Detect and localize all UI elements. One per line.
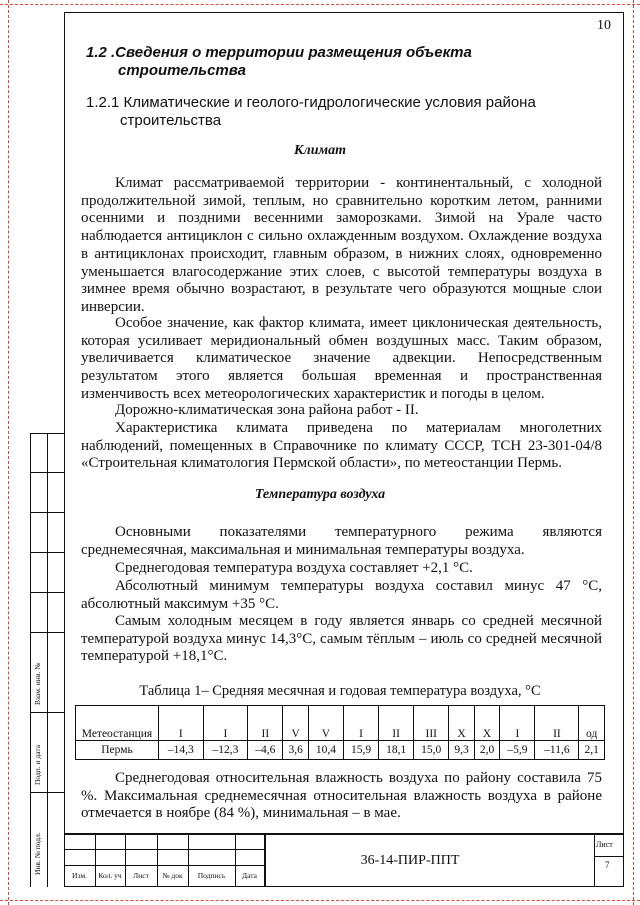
cut-line-right (633, 0, 634, 905)
table-cell: 15,0 (414, 741, 449, 760)
tb-col-doc: № док (162, 871, 183, 880)
table-cell: –12,3 (203, 741, 248, 760)
table-cell: 2,0 (474, 741, 500, 760)
table-cell: 3,6 (283, 741, 309, 760)
tb-col-sheet: Лист (133, 871, 149, 880)
table-header-row (76, 706, 605, 741)
temperature-table (75, 705, 605, 760)
page-number: 10 (597, 18, 611, 33)
table-header-month: I (344, 706, 379, 741)
sheet-number: 7 (605, 860, 610, 870)
table-header-month: I (500, 706, 535, 741)
section-title-line2: строительства (118, 62, 246, 79)
humidity-paragraph: Среднегодовая относительная влажность воздуха по району составила 75 %. Максимальная среднемесячная относительная влажность воздуха в районе отмечается в ноябре (84 %), минимальная – в мае. (81, 770, 602, 822)
table-caption: Таблица 1– Средняя месячная и годовая температура воздуха, °C (139, 683, 541, 699)
climate-paragraph-4: Характеристика климата приведена по материалам многолетних наблюдений, помещенных в Справочнике по климату СССР, ТСН 23-301-04/8 «Строительная климатология Пермской области», по метеостанции Пермь. (81, 420, 602, 472)
section-title-line1: 1.2 .Сведения о территории размещения объекта (86, 44, 472, 61)
tb-col-change: Изм. (72, 871, 87, 880)
table-cell: –4,6 (248, 741, 283, 760)
sidebar-label-replace-inv: Взам. инв. № (33, 662, 42, 705)
temperature-paragraph-2: Среднегодовая температура воздуха составляет +2,1 °C. (115, 560, 473, 576)
tb-col-date: Дата (242, 871, 257, 880)
table-cell: 15,9 (344, 741, 379, 760)
table-header-month: V (308, 706, 343, 741)
table-cell: 18,1 (379, 741, 414, 760)
table-header-month: од (579, 706, 605, 741)
table-cell: 9,3 (449, 741, 475, 760)
table-cell: 2,1 (579, 741, 605, 760)
table-row (76, 741, 605, 760)
table-header-month: V (283, 706, 309, 741)
cut-line-top (0, 4, 640, 5)
table-header-month: X (449, 706, 475, 741)
table-header-month: I (203, 706, 248, 741)
tb-col-qty: Кол. уч (98, 871, 122, 880)
temperature-paragraph-3: Абсолютный минимум температуры воздуха составил минус 47 °C, абсолютный максимум +35 °C. (81, 578, 602, 612)
table-cell: 10,4 (308, 741, 343, 760)
sheet-label: Лист (596, 840, 613, 849)
sidebar-label-inv-original: Инв. № подл. (33, 832, 42, 875)
cut-line-bottom (0, 900, 640, 901)
subsection-title-line1: 1.2.1 Климатические и геолого-гидрологические условия района (86, 94, 536, 111)
table-cell: –11,6 (535, 741, 579, 760)
table-header-month: X (474, 706, 500, 741)
table-cell-station: Пермь (76, 741, 159, 760)
temperature-paragraph-1: Основными показателями температурного режима являются среднемесячная, максимальная и минимальная температуры воздуха. (81, 524, 602, 558)
temperature-heading: Температура воздуха (254, 487, 386, 502)
table-header-month: II (379, 706, 414, 741)
sidebar-label-sign-date: Подп. и дата (33, 744, 42, 785)
tb-col-signature: Подпись (197, 871, 226, 880)
table-header-month: I (159, 706, 204, 741)
subsection-title (86, 94, 586, 130)
cut-line-left (8, 0, 9, 905)
climate-paragraph-3: Дорожно-климатическая зона района работ - II. (115, 402, 419, 418)
subsection-title-line2: строительства (120, 112, 222, 129)
table-header-month: II (248, 706, 283, 741)
table-header-month: III (414, 706, 449, 741)
table-cell: –5,9 (500, 741, 535, 760)
section-title (86, 44, 586, 80)
table-cell: –14,3 (159, 741, 204, 760)
temperature-paragraph-4: Самым холодным месяцем в году является январь со средней месячной температурой воздуха минус 14,3°C, самым тёплым – июль со средней месячной температурой +18,1°C. (81, 613, 602, 665)
climate-heading: Климат (294, 143, 346, 158)
climate-paragraph-1: Климат рассматриваемой территории - континентальный, с холодной продолжительной зимой, теплым, но сравнительно коротким летом, ранними осенними и поздними весенними заморозками. Зимой на Урале часто наблюдается антициклон с сильно охлажденным воздухом. Охлаждение воздуха в антициклонах происходит, главным образом, в нижних слоях, одновременно уменьшается влагосодержание этих слоев, с высотой температуры воздуха в зимнее время обычно возрастают, в результате чего образуются мощные слои инверсии. (81, 175, 602, 315)
document-code: 36-14-ПИР-ППТ (360, 853, 460, 868)
climate-paragraph-2: Особое значение, как фактор климата, имеет циклоническая деятельность, которая усиливает меридиональный обмен воздушных масс. Таким образом, увеличивается климатическое значение адвекции. Непосредственным результатом этого является большая временная и пространственная изменчивость всех метеорологических характеристик и погоды в целом. (81, 315, 602, 402)
table-header-station: Метеостанция (76, 706, 159, 741)
table-header-month: II (535, 706, 579, 741)
